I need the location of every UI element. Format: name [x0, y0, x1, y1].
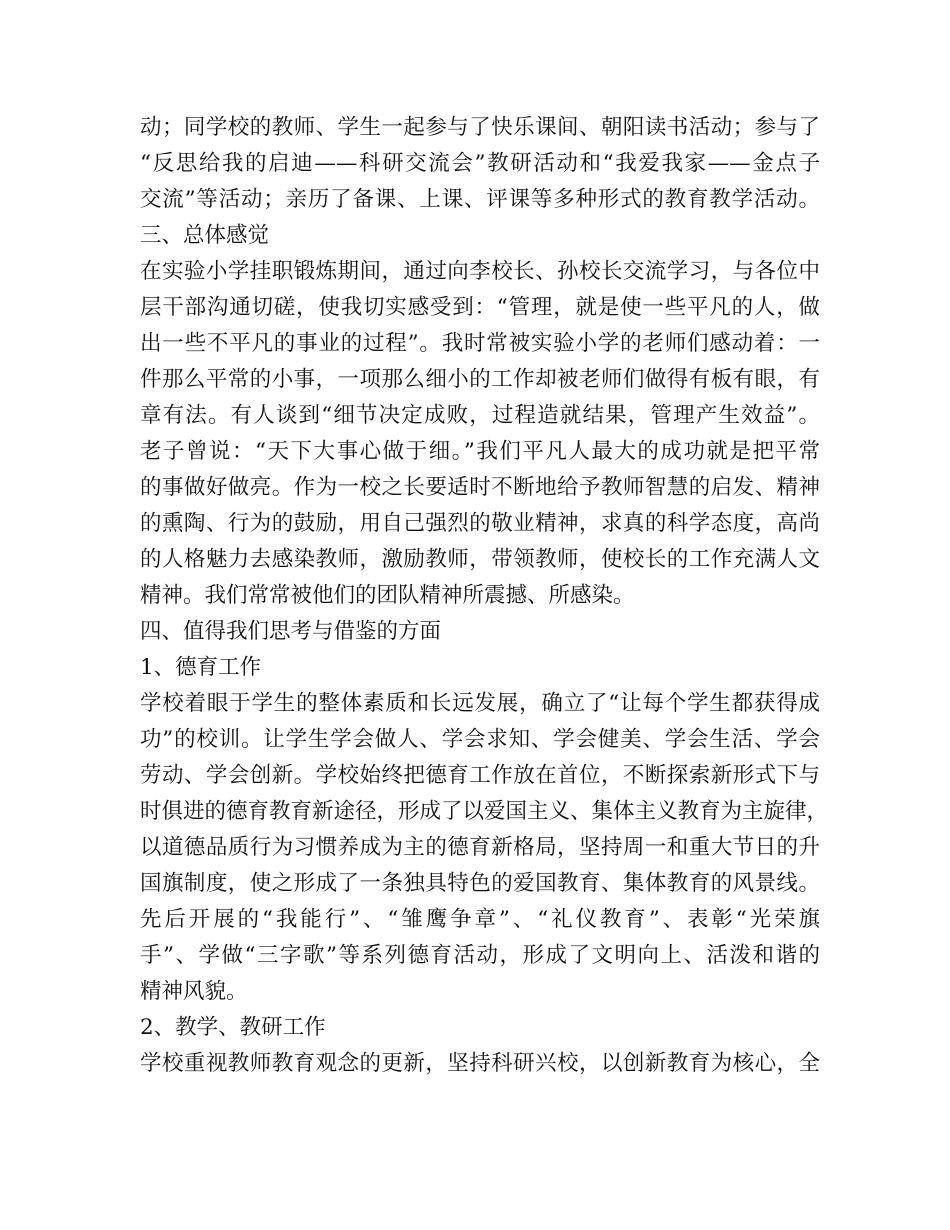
body-text-line: 动；同学校的教师、学生一起参与了快乐课间、朝阳读书活动；参与了: [140, 115, 820, 140]
body-text-line: 的熏陶、行为的鼓励，用自己强烈的敬业精神，求真的科学态度，高尚: [140, 511, 820, 536]
body-text-line: 的事做好做亮。作为一校之长要适时不断地给予教师智慧的启发、精神: [140, 475, 820, 500]
body-text-line: 国旗制度，使之形成了一条独具特色的爱国教育、集体教育的风景线。: [140, 871, 820, 896]
body-text-line: 精神。我们常常被他们的团队精神所震撼、所感染。: [140, 583, 635, 608]
body-text-line: 学校着眼于学生的整体素质和长远发展，确立了“让每个学生都获得成: [140, 691, 820, 716]
body-text-line: 精神风貌。: [140, 979, 248, 1004]
body-text-line: 在实验小学挂职锻炼期间，通过向李校长、孙校长交流学习，与各位中: [140, 259, 820, 284]
body-text-line: 时俱进的德育教育新途径，形成了以爱国主义、集体主义教育为主旋律，: [140, 799, 829, 824]
body-text-line: 以道德品质行为习惯养成为主的德育新格局，坚持周一和重大节日的升: [140, 835, 820, 860]
body-text-line: 交流”等活动；亲历了备课、上课、评课等多种形式的教育教学活动。: [140, 187, 820, 212]
body-text-line: 先后开展的“我能行”、“雏鹰争章”、“礼仪教育”、表彰“光荣旗: [140, 907, 820, 932]
subsection-heading: 1、德育工作: [140, 655, 262, 680]
body-text-line: 功”的校训。让学生学会做人、学会求知、学会健美、学会生活、学会: [140, 727, 820, 752]
body-text-line: 的人格魅力去感染教师，激励教师，带领教师，使校长的工作充满人文: [140, 547, 820, 572]
body-text-line: 手”、学做“三字歌”等系列德育活动，形成了文明向上、活泼和谐的: [140, 943, 820, 968]
section-heading: 四、值得我们思考与借鉴的方面: [140, 619, 442, 644]
body-text-line: “反思给我的启迪——科研交流会”教研活动和“我爱我家——金点子: [140, 151, 820, 176]
subsection-heading: 2、教学、教研工作: [140, 1015, 326, 1040]
body-text-line: 章有法。有人谈到“细节决定成败，过程造就结果，管理产生效益”。: [140, 403, 820, 428]
body-text-line: 件那么平常的小事，一项那么细小的工作却被老师们做得有板有眼，有: [140, 367, 820, 392]
body-text-line: 老子曾说：“天下大事心做于细。”我们平凡人最大的成功就是把平常: [140, 439, 820, 464]
body-text-line: 劳动、学会创新。学校始终把德育工作放在首位，不断探索新形式下与: [140, 763, 820, 788]
section-heading: 三、总体感觉: [140, 223, 270, 248]
body-text-line: 出一些不平凡的事业的过程”。我时常被实验小学的老师们感动着：一: [140, 331, 820, 356]
body-text-line: 层干部沟通切磋，使我切实感受到：“管理，就是使一些平凡的人，做: [140, 295, 820, 320]
body-text-line: 学校重视教师教育观念的更新，坚持科研兴校，以创新教育为核心，全: [140, 1051, 820, 1076]
